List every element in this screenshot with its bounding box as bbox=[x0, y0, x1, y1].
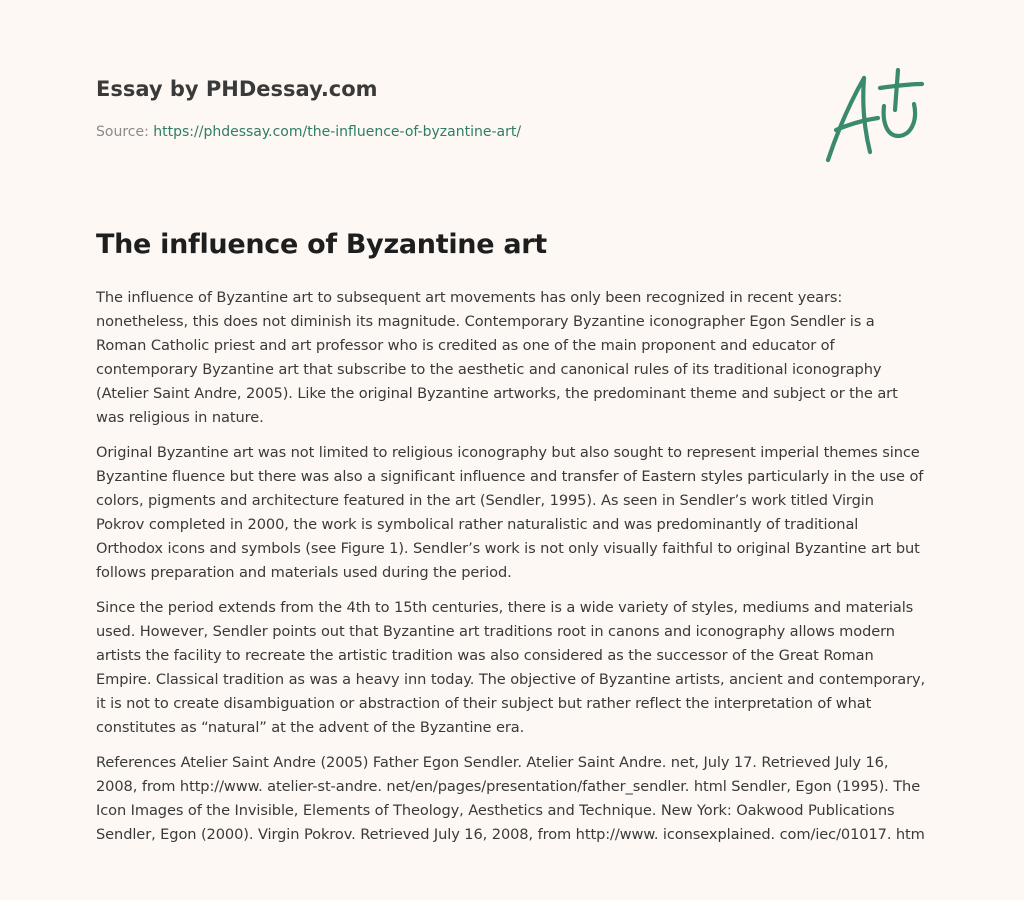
essay-paragraph: Since the period extends from the 4th to 15th centuries, there is a wide variety of styles, mediums and materials used. However, Sendler points out that Byzantine art traditions root in canons and iconography allows modern artists the facility to recreate the artistic tradition was also considered as the successor of the Great Roman Empire. Classical tradition as was a heavy inn today. The objective of Byzantine artists, ancient and contemporary, it is not to create disambiguation or abstraction of their subject but rather reflect the interpretation of what constitutes as “natural” at the advent of the Byzantine era. bbox=[96, 599, 926, 736]
a-plus-logo-icon bbox=[818, 66, 930, 166]
essay-article bbox=[96, 226, 926, 858]
page-header bbox=[96, 74, 796, 142]
source-line bbox=[96, 122, 796, 142]
references-paragraph: References Atelier Saint Andre (2005) Father Egon Sendler. Atelier Saint Andre. net, July 17. Retrieved July 16, 2008, from http://www. atelier-st-andre. net/en/pages/presentation/father_sendler. html Sendler, Egon (1995). The Icon Images of the Invisible, Elements of Theology, Aesthetics and Technique. New York: Oakwood Publications Sendler, Egon (2000). Virgin Pokrov. Retrieved July 16, 2008, from http://www. iconsexplained. com/iec/01017. htm bbox=[96, 754, 925, 843]
essay-paragraph: Original Byzantine art was not limited to religious iconography but also sought to represent imperial themes since Byzantine fluence but there was also a significant influence and transfer of Eastern styles particularly in the use of colors, pigments and architecture featured in the art (Sendler, 1995). As seen in Sendler’s work titled Virgin Pokrov completed in 2000, the work is symbolical rather naturalistic and was predominantly of traditional Orthodox icons and symbols (see Figure 1). Sendler’s work is not only visually faithful to original Byzantine art but follows preparation and materials used during the period. bbox=[96, 444, 924, 581]
site-title: Essay by PHDessay.com bbox=[96, 77, 378, 101]
essay-title: The influence of Byzantine art bbox=[96, 229, 547, 260]
essay-paragraph: The influence of Byzantine art to subsequent art movements has only been recognized in recent years: nonetheless, this does not diminish its magnitude. Contemporary Byzantine iconographer Egon Sendler is a Roman Catholic priest and art professor who is credited as one of the main proponent and educator of contemporary Byzantine art that subscribe to the aesthetic and canonical rules of its traditional iconography (Atelier Saint Andre, 2005). Like the original Byzantine artworks, the predominant theme and subject or the art was religious in nature. bbox=[96, 289, 898, 426]
source-link[interactable]: https://phdessay.com/the-influence-of-byzantine-art/ bbox=[153, 124, 522, 140]
source-label: Source: bbox=[96, 124, 149, 140]
